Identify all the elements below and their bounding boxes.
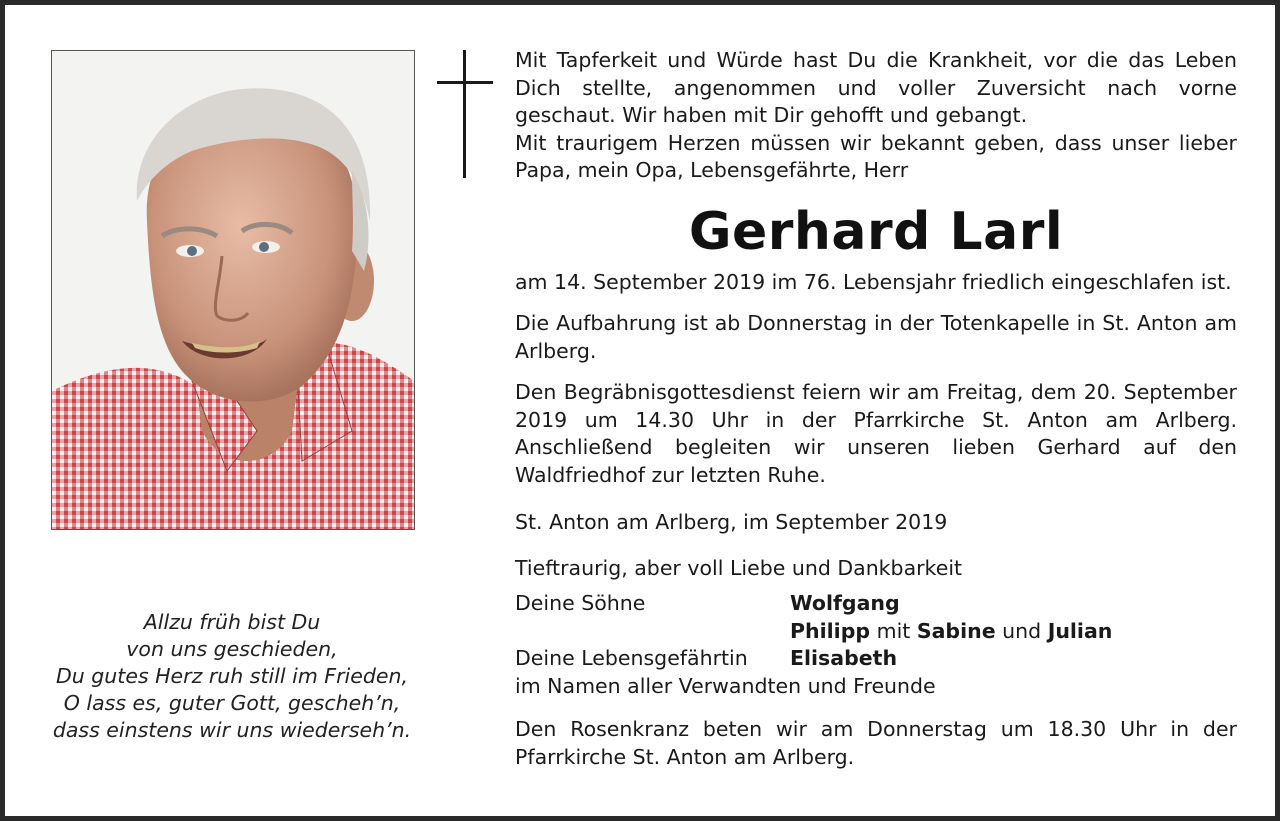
verse-line: Allzu früh bist Du (143, 610, 321, 634)
partner-label: Deine Lebensgefährtin (515, 646, 748, 670)
funeral-paragraph: Den Begräbnisgottesdienst feiern wir am Freitag, dem 20. September 2019 um 14.30 Uhr in der Pfarrkirche St. Anton am Arlberg. Anschließend begleiten wir unseren lieben Gerhard auf den Waldfriedhof zur letzten Ruhe. (515, 380, 1237, 487)
partner-name: Sabine (916, 618, 996, 643)
family-row-relatives (515, 673, 1237, 701)
announcement-paragraph: Mit traurigem Herzen müssen wir bekannt geben, dass unser lieber Papa, mein Opa, Lebensgefährte, Herr (515, 130, 1237, 182)
verse-line: dass einstens wir uns wiederseh’n. (52, 718, 412, 742)
verse-line: Du gutes Herz ruh still im Frieden, (56, 664, 408, 688)
memorial-verse (35, 609, 429, 744)
partner-name: Elisabeth (790, 646, 898, 670)
connector-text: mit (876, 618, 911, 643)
grandchild-name: Julian (1047, 618, 1113, 643)
portrait-photo (51, 50, 415, 530)
intro-paragraph: Mit Tapferkeit und Würde hast Du die Krankheit, vor die das Leben Dich stellte, angenommen und voller Zuversicht nach vorne geschaut. Wir haben mit Dir gehofft und gebangt. (515, 48, 1237, 127)
family-row-sons (515, 590, 1237, 618)
mourning-line: Tieftraurig, aber voll Liebe und Dankbarkeit (515, 555, 963, 580)
rosary-paragraph: Den Rosenkranz beten wir am Donnerstag um 18.30 Uhr in der Pfarrkirche St. Anton am Arlberg. (515, 717, 1237, 769)
son-name: Wolfgang (790, 591, 900, 615)
place-date: St. Anton am Arlberg, im September 2019 (515, 510, 948, 534)
notice-text (515, 47, 1237, 771)
sons-label: Deine Söhne (515, 591, 646, 615)
deceased-name: Gerhard Larl (688, 201, 1064, 262)
verse-line: O lass es, guter Gott, gescheh’n, (63, 691, 401, 715)
family-list (515, 590, 1237, 700)
son2-group (790, 618, 1112, 646)
death-date-line: am 14. September 2019 im 76. Lebensjahr friedlich eingeschlafen ist. (515, 269, 1232, 294)
son-name: Philipp (790, 618, 871, 643)
family-row-partner (515, 645, 1237, 673)
verse-line: von uns geschieden, (126, 637, 338, 661)
connector-text: und (1002, 618, 1042, 643)
cross-icon (437, 50, 493, 178)
family-row-son2 (515, 618, 1237, 646)
viewing-paragraph: Die Aufbahrung ist ab Donnerstag in der Totenkapelle in St. Anton am Arlberg. (515, 311, 1237, 363)
relatives-line: im Namen aller Verwandten und Freunde (515, 673, 936, 698)
